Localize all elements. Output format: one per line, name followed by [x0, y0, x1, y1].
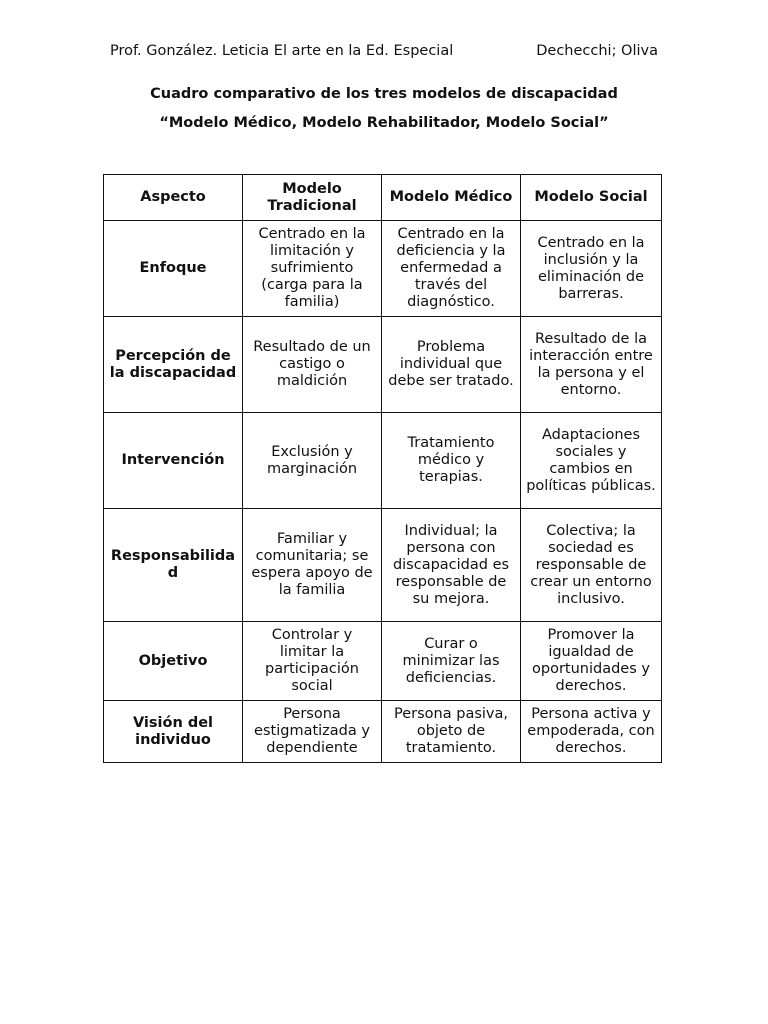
document-title: Cuadro comparativo de los tres modelos de discapacidad	[150, 86, 618, 102]
row-aspect: Enfoque	[104, 221, 243, 317]
cell-social: Resultado de la interacción entre la persona y el entorno.	[521, 317, 662, 413]
cell-social: Persona activa y empoderada, con derechos.	[521, 701, 662, 763]
cell-medico: Tratamiento médico y terapias.	[382, 413, 521, 509]
cell-social: Promover la igualdad de oportunidades y derechos.	[521, 622, 662, 701]
row-aspect: Intervención	[104, 413, 243, 509]
cell-medico: Problema individual que debe ser tratado.	[382, 317, 521, 413]
table-row	[104, 622, 662, 701]
header-author-course: Prof. González. Leticia El arte en la Ed. Especial	[110, 43, 454, 59]
cell-medico: Curar o minimizar las deficiencias.	[382, 622, 521, 701]
column-header-social: Modelo Social	[521, 175, 662, 221]
row-aspect: Responsabilidad	[104, 509, 243, 622]
cell-social: Centrado en la inclusión y la eliminación de barreras.	[521, 221, 662, 317]
comparison-table	[103, 174, 662, 763]
cell-medico: Individual; la persona con discapacidad es responsable de su mejora.	[382, 509, 521, 622]
column-header-aspecto: Aspecto	[104, 175, 243, 221]
table-header-row	[104, 175, 662, 221]
cell-social: Colectiva; la sociedad es responsable de crear un entorno inclusivo.	[521, 509, 662, 622]
column-header-medico: Modelo Médico	[382, 175, 521, 221]
page-header	[110, 41, 658, 61]
table-row	[104, 509, 662, 622]
cell-social: Adaptaciones sociales y cambios en políticas públicas.	[521, 413, 662, 509]
cell-tradicional: Persona estigmatizada y dependiente	[243, 701, 382, 763]
column-header-tradicional: Modelo Tradicional	[243, 175, 382, 221]
table-row	[104, 701, 662, 763]
table-row	[104, 413, 662, 509]
table-row	[104, 317, 662, 413]
table-row	[104, 221, 662, 317]
cell-tradicional: Controlar y limitar la participación social	[243, 622, 382, 701]
document-subtitle: “Modelo Médico, Modelo Rehabilitador, Modelo Social”	[159, 115, 609, 131]
cell-tradicional: Resultado de un castigo o maldición	[243, 317, 382, 413]
row-aspect: Objetivo	[104, 622, 243, 701]
row-aspect: Percepción de la discapacidad	[104, 317, 243, 413]
cell-tradicional: Exclusión y marginación	[243, 413, 382, 509]
cell-medico: Persona pasiva, objeto de tratamiento.	[382, 701, 521, 763]
header-students: Dechecchi; Oliva	[536, 43, 658, 59]
cell-tradicional: Centrado en la limitación y sufrimiento (carga para la familia)	[243, 221, 382, 317]
cell-medico: Centrado en la deficiencia y la enfermedad a través del diagnóstico.	[382, 221, 521, 317]
cell-tradicional: Familiar y comunitaria; se espera apoyo de la familia	[243, 509, 382, 622]
row-aspect: Visión del individuo	[104, 701, 243, 763]
